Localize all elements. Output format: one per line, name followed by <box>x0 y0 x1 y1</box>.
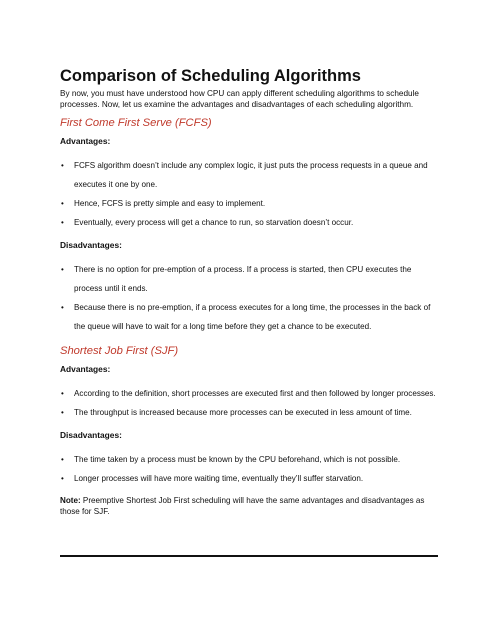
list-item: • The time taken by a process must be known by the CPU beforehand, which is not possible. <box>60 450 438 469</box>
list-item: • FCFS algorithm doesn’t include any complex logic, it just puts the process requests in a queue and executes it one by one. <box>60 156 438 194</box>
bullet-icon: • <box>61 408 64 417</box>
list-item: • Longer processes will have more waiting time, eventually they’ll suffer starvation. <box>60 469 438 488</box>
bullet-icon: • <box>61 474 64 483</box>
list-item: • Because there is no pre-emption, if a process executes for a long time, the processes in the back of the queue will have to wait for a long time before they get a chance to be executed. <box>60 298 438 336</box>
bullet-icon: • <box>61 265 64 274</box>
bullet-icon: • <box>61 161 64 170</box>
sjf-disadvantages-label: Disadvantages: <box>60 430 122 440</box>
fcfs-disadvantages-list <box>60 260 438 336</box>
note-label: Note: <box>60 496 81 505</box>
list-item: • Eventually, every process will get a chance to run, so starvation doesn’t occur. <box>60 213 438 232</box>
page-title: Comparison of Scheduling Algorithms <box>60 67 361 85</box>
sjf-heading: Shortest Job First (SJF) <box>60 345 179 357</box>
fcfs-disadvantages-label: Disadvantages: <box>60 240 122 250</box>
sjf-advantages-list <box>60 384 438 422</box>
list-item: • According to the definition, short processes are executed first and then followed by longer processes. <box>60 384 438 403</box>
bullet-icon: • <box>61 303 64 312</box>
list-item: • Hence, FCFS is pretty simple and easy to implement. <box>60 194 438 213</box>
fcfs-heading: First Come First Serve (FCFS) <box>60 117 212 129</box>
note-paragraph <box>60 496 438 517</box>
sjf-disadvantages-list <box>60 450 438 488</box>
document-page <box>60 66 438 527</box>
fcfs-advantages-label: Advantages: <box>60 136 111 146</box>
bullet-icon: • <box>61 389 64 398</box>
fcfs-advantages-list <box>60 156 438 232</box>
bullet-icon: • <box>61 455 64 464</box>
bullet-icon: • <box>61 218 64 227</box>
horizontal-divider <box>60 555 438 557</box>
sjf-advantages-label: Advantages: <box>60 364 111 374</box>
list-item: • The throughput is increased because more processes can be executed in less amount of time. <box>60 403 438 422</box>
note-text: Preemptive Shortest Job First scheduling will have the same advantages and disadvantages as those for SJF. <box>60 496 425 516</box>
list-item: • There is no option for pre-emption of a process. If a process is started, then CPU executes the process until it ends. <box>60 260 438 298</box>
intro-paragraph: By now, you must have understood how CPU can apply different scheduling algorithms to schedule processes. Now, let us examine the advantages and disadvantages of each scheduling algorithm. <box>60 89 419 109</box>
bullet-icon: • <box>61 199 64 208</box>
